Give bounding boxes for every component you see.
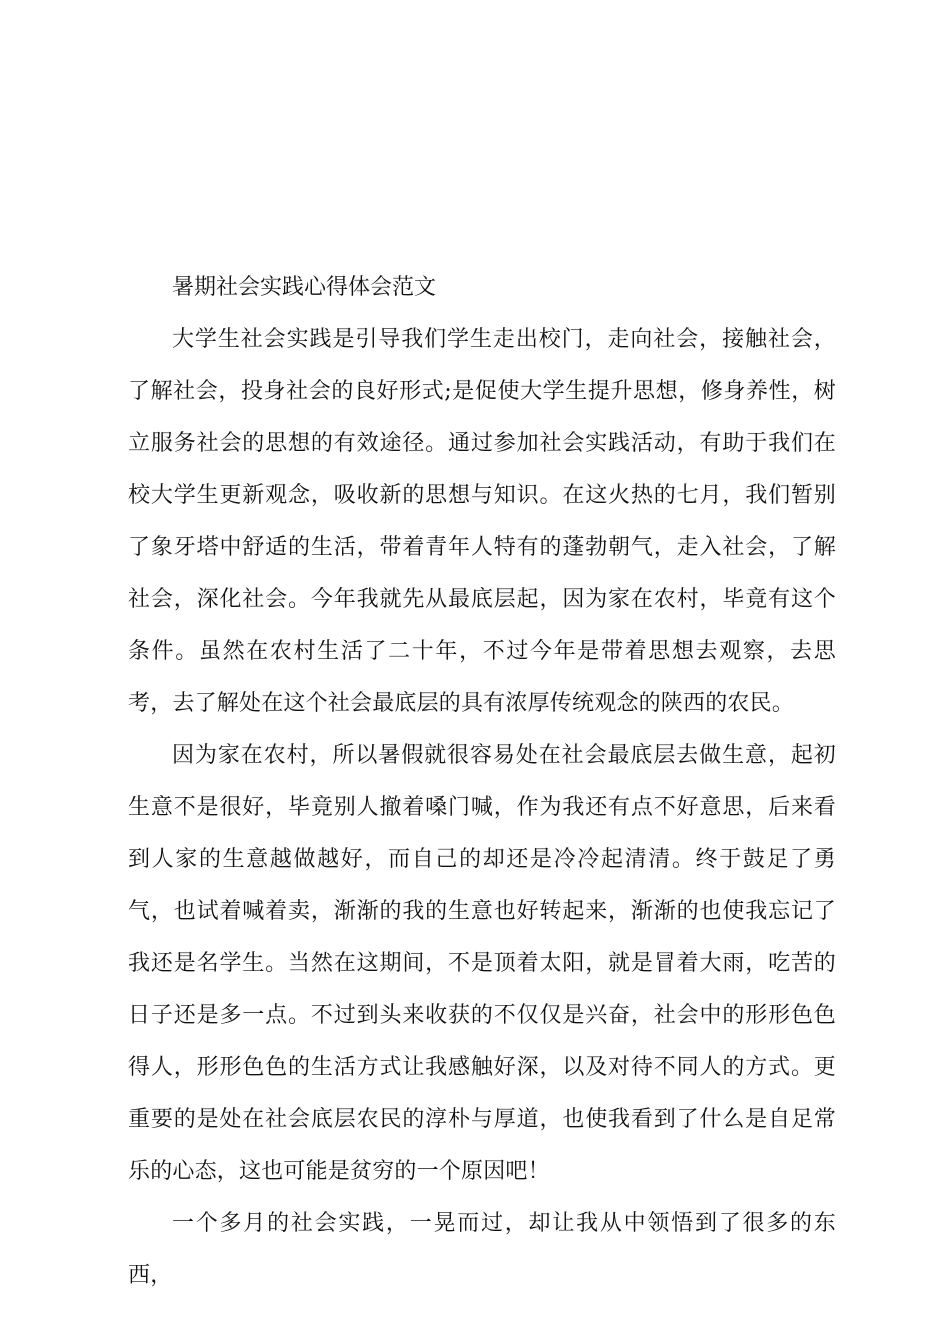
paragraph-2: 因为家在农村，所以暑假就很容易处在社会最底层去做生意，起初生意不是很好，毕竟别人撤着嗓门喊，作为我还有点不好意思，后来看到人家的生意越做越好，而自己的却还是冷冷起清清。终于鼓足了勇气，也试着喊着卖，渐渐的我的生意也好转起来，渐渐的也使我忘记了我还是名学生。当然在这期间，不是顶着太阳，就是冒着大雨，吃苦的日子还是多一点。不过到头来收获的不仅仅是兴奋，社会中的形形色色得人，形形色色的生活方式让我感触好深，以及对待不同人的方式。更重要的是处在社会底层农民的淳朴与厚道，也使我看到了什么是自足常乐的心态，这也可能是贫穷的一个原因吧！ — [128, 743, 836, 1184]
document-page — [128, 262, 836, 1302]
paragraph-1: 大学生社会实践是引导我们学生走出校门，走向社会，接触社会，了解社会，投身社会的良好形式;是促使大学生提升思想，修身养性，树立服务社会的思想的有效途径。通过参加社会实践活动，有助于我们在校大学生更新观念，吸收新的思想与知识。在这火热的七月，我们暂别了象牙塔中舒适的生活，带着青年人特有的蓬勃朝气，走入社会，了解社会，深化社会。今年我就先从最底层起，因为家在农村，毕竟有这个条件。虽然在农村生活了二十年，不过今年是带着思想去观察，去思考，去了解处在这个社会最底层的具有浓厚传统观念的陕西的农民。 — [128, 327, 836, 716]
paragraph-3: 一个多月的社会实践，一晃而过，却让我从中领悟到了很多的东西， — [128, 1211, 836, 1288]
document-title: 暑期社会实践心得体会范文 — [172, 275, 437, 300]
